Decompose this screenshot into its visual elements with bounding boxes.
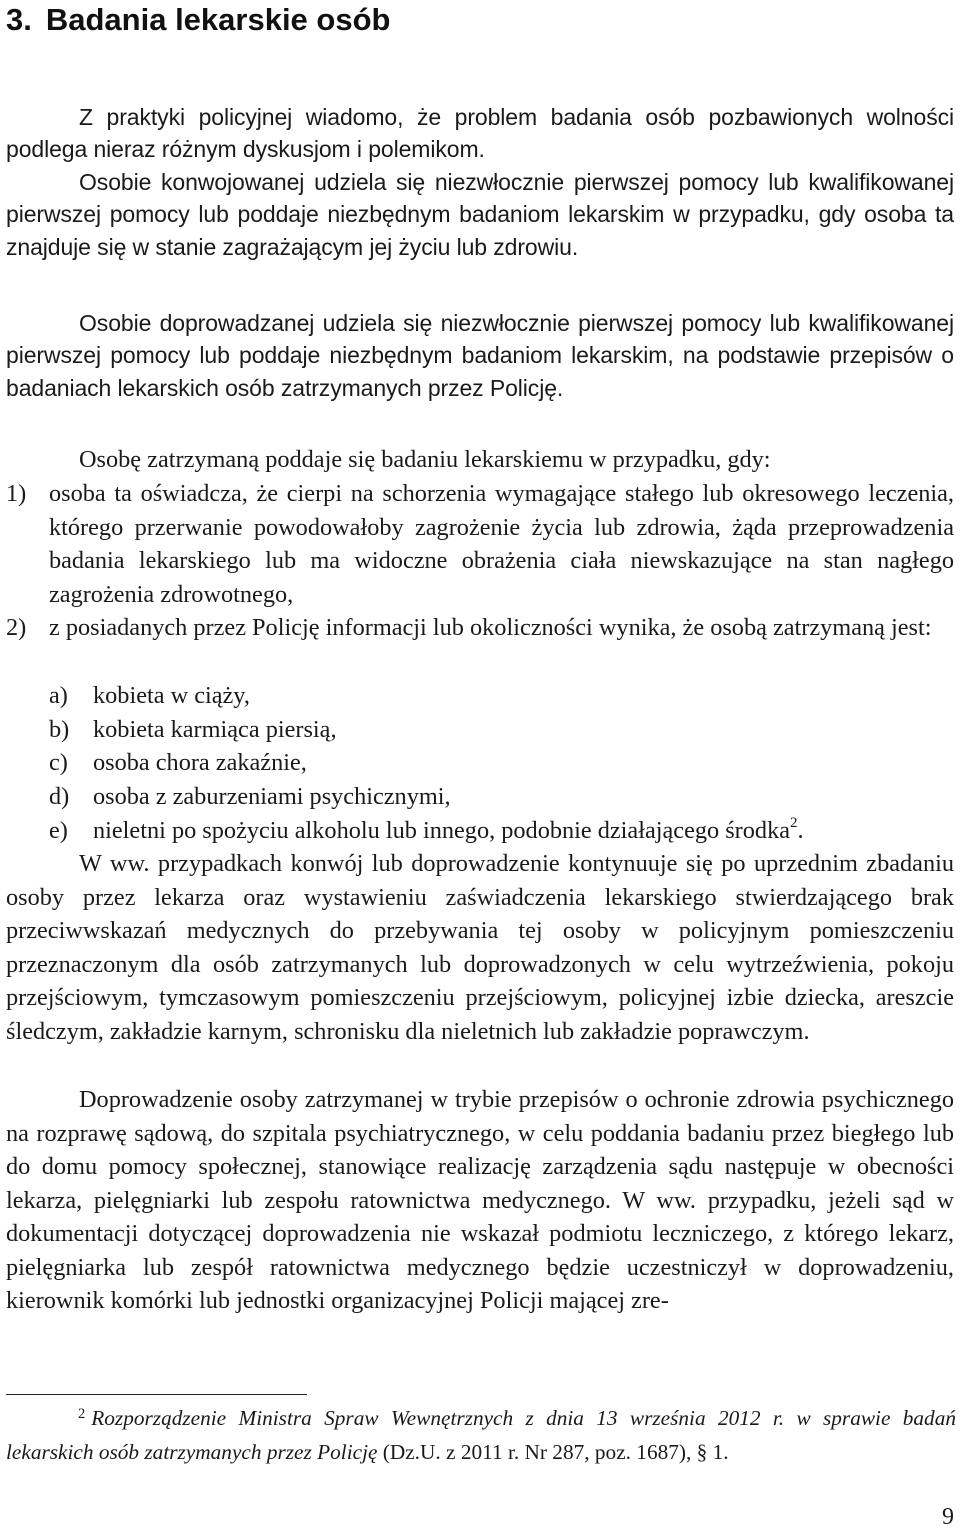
sublist-item-a bbox=[49, 679, 250, 713]
sublist-item-text: kobieta w ciąży, bbox=[93, 682, 250, 709]
sublist-item-punct: . bbox=[797, 817, 804, 844]
section-title: Badania lekarskie osób bbox=[45, 2, 391, 37]
list-item-text: z posiadanych przez Policję informacji lub okoliczności wynika, że osobą zatrzymaną jest: bbox=[49, 614, 932, 641]
sublist-item-b bbox=[49, 713, 337, 747]
paragraph-brought-person: Osobie doprowadzanej udziela się niezwłocznie pierwszej pomocy lub kwalifikowanej pierwszej pomocy lub poddaje niezbędnym badaniom lekarskim, na podstawie przepisów o badaniach lekarskich osób zatrzymanych przez Policję. bbox=[6, 310, 954, 401]
sublist-item-text: osoba chora zakaźnie, bbox=[93, 749, 307, 776]
paragraph-continuation: W ww. przypadkach konwój lub doprowadzenie kontynuuje się po uprzednim zbadaniu osoby przez lekarza oraz wystawieniu zaświadczenia lekarskiego stwierdzającego brak przeciwwskazań medycznych do przebywania tej osoby w policyjnym pomieszczeniu przeznaczonym dla osób zatrzymanych lub doprowadzonych w celu wytrzeźwienia, pokoju przejściowym, tymczasowym pomieszczeniu przejściowym, policyjnej izbie dziecka, areszcie śledczym, zakładzie karnym, schronisku dla nieletnich lub zakładzie poprawczym. bbox=[6, 850, 954, 1045]
footnote-separator bbox=[6, 1394, 307, 1395]
list-marker: 2) bbox=[6, 614, 27, 641]
sublist-item-d bbox=[49, 780, 451, 814]
sublist-item-text: nieletni po spożyciu alkoholu lub innego, podobnie działającego środka bbox=[93, 817, 791, 844]
sublist-item-text: kobieta karmiąca piersią, bbox=[93, 716, 337, 743]
footnote-reference[interactable]: 2 bbox=[790, 814, 798, 831]
list-item-1 bbox=[6, 477, 954, 611]
list-item-text: osoba ta oświadcza, że cierpi na schorzenia wymagające stałego lub okresowego leczenia, którego przerwanie powodowałoby zagrożenie życia lub zdrowia, żąda przeprowadzenia badania lekarskiego lub ma widoczne obrażenia ciała niewskazujące na stan nagłego zagrożenia zdrowotnego, bbox=[49, 480, 954, 608]
list-item-2 bbox=[6, 611, 954, 645]
footnote-title: Rozporządzenie Ministra Spraw Wewnętrznych z dnia 13 września 2012 r. w sprawie badań lekarskich osób zatrzymanych przez Policję bbox=[6, 1406, 956, 1464]
sublist-marker: a) bbox=[49, 682, 68, 709]
paragraph-intro: Z praktyki policyjnej wiadomo, że problem badania osób pozbawionych wolności podlega nieraz różnym dyskusjom i polemikom. bbox=[6, 104, 954, 163]
sublist-marker: d) bbox=[49, 783, 70, 810]
paragraph-detained-exam: Osobę zatrzymaną poddaje się badaniu lekarskiemu w przypadku, gdy: bbox=[79, 446, 771, 473]
sublist-item-e bbox=[49, 814, 804, 848]
paragraph-escorted-person: Osobie konwojowanej udziela się niezwłocznie pierwszej pomocy lub kwalifikowanej pierwszej pomocy lub poddaje niezbędnym badaniom lekarskim w przypadku, gdy osoba ta znajduje się w stanie zagrażającym jej życiu lub zdrowiu. bbox=[6, 169, 954, 260]
sublist-marker: e) bbox=[49, 817, 68, 844]
sublist-marker: c) bbox=[49, 749, 68, 776]
section-number: 3. bbox=[6, 2, 32, 37]
sublist-item-text: osoba z zaburzeniami psychicznymi, bbox=[93, 783, 451, 810]
sublist-item-c bbox=[49, 746, 307, 780]
footnote-number: 2 bbox=[78, 1406, 86, 1422]
section-heading bbox=[6, 0, 390, 40]
footnote-citation: (Dz.U. z 2011 r. Nr 287, poz. 1687), § 1. bbox=[377, 1440, 729, 1464]
page-number: 9 bbox=[942, 1504, 954, 1530]
paragraph-psychiatric: Doprowadzenie osoby zatrzymanej w trybie przepisów o ochronie zdrowia psychicznego na rozprawę sądową, do szpitala psychiatrycznego, w celu poddania badaniu przez biegłego lub do domu pomocy społecznej, stanowiące realizację zarządzenia sądu następuje w obecności lekarza, pielęgniarki lub zespołu ratownictwa medycznego. W ww. przypadku, jeżeli sąd w dokumentacji dotyczącej doprowadzenia nie wskazał podmiotu leczniczego, z którego lekarz, pielęgniarka lub zespół ratownictwa medycznego będzie uczestniczył w doprowadzeniu, kierownik komórki lub jednostki organizacyjnej Policji mającej zre- bbox=[6, 1086, 954, 1314]
sublist-marker: b) bbox=[49, 716, 70, 743]
footnote bbox=[6, 1403, 956, 1468]
list-marker: 1) bbox=[6, 480, 27, 507]
